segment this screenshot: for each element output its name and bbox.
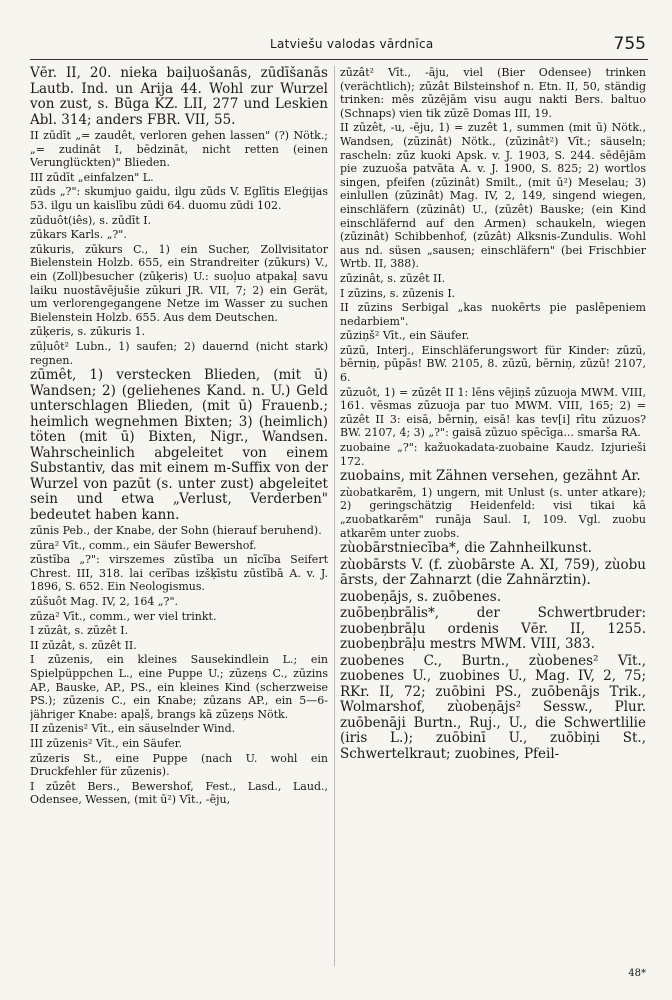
dictionary-entry: zūzinât, s. zūzêt II. [340,271,446,285]
dictionary-entry: II zūzêt, -u, -ēju, 1) = zuzêt 1, summen (mit ū) Nötk., Wandsen, (zūzinât) Nötk., (zūzinât²) Vīt.; säuseln; rascheln: zūz kuoki Apsk. v. J. 1903, S. 244. sēdējām pie zuzuoša patvāta A. v. J. 1900, S. 825; 2) wortlos singen, pfeifen (zūzinât) Smilt., (mit ū²) Meselau; 3) einlullen (zūzinât) Mag. IV, 2, 149, singend wiegen, einschläfern (zūzinât) U., (zūzêt) Bauske; (ein Kind einschläfernd auf den Armen) schaukeln, wiegen (zūzinât) Schibbenhof, (zūzât) Alksnis-Zundulis. Wohl aus nd. süsen „sausen; einschläfern" (bei Frischbier Wrtb. II, 388). [340,121,646,271]
dictionary-entry: zuobaine „?": kažuokadata-zuobaine Kaudz. Izjurieši 172. [340,441,646,468]
dictionary-entry: I zūzât, s. zūzêt I. [30,624,129,638]
dictionary-entry: II zūzenis² Vīt., ein säuselnder Wind. [30,722,236,736]
dictionary-entry: zūzū, Interj., Einschläferungswort für Kinder: zūzū, bērniņ, pūpās! BW. 2105, 8. zūzū, bērniņ, zūzū! 2107, 6. [340,343,646,385]
running-title: Latviešu valodas vārdnīca [270,37,434,51]
dictionary-entry: zuobains, mit Zähnen versehen, gezähnt Ar. [340,468,641,485]
dictionary-entry: zūļuôt² Lubn., 1) saufen; 2) dauernd (nicht stark) regnen. [30,339,328,367]
dictionary-entry: I zūzins, s. zūzenis I. [340,286,456,300]
dictionary-entry: zūkuris, zūkurs C., 1) ein Sucher, Zollvisitator Bielenstein Holzb. 655, ein Strandreiter (zūkurs) V., ein (Zoll)besucher (zūķeris) U.: suoļuo atpakaļ savu laiku nuostāvējušie zūkuri JR. VII, 7; 2) ein Gerät, um verlorengegangene Netze im Wasser zu suchen Bielenstein Holzb. 655. Aus dem Deutschen. [30,242,328,324]
dictionary-entry: zūkars Karls. „?". [30,228,127,242]
dictionary-entry: zūķeris, s. zūkuris 1. [30,325,146,339]
column-divider [334,66,335,966]
dictionary-entry: zùobārstniecība*, die Zahnheilkunst. [340,540,592,557]
dictionary-entry: I zūzêt Bers., Bewershof, Fest., Lasd., Laud., Odensee, Wessen, (mit ū²) Vīt., -ēju, [30,779,328,807]
dictionary-entry: zūziņš² Vīt., ein Säufer. [340,329,470,343]
dictionary-entry: zùobārsts V. (f. zùobārste A. XI, 759), zùobu ārsts, der Zahnarzt (die Zahnärztin). [340,556,646,589]
dictionary-entry: zūds „?": skumjuo gaidu, ilgu zūds V. Eglītis Eleģijas 53. ilgu un kaislību zūdi 64. duomu zūdi 102. [30,185,328,212]
left-column [30,66,328,966]
dictionary-entry: zūra² Vīt., comm., ein Säufer Bewershof. [30,538,257,552]
dictionary-entry: II zūzât, s. zūzêt II. [30,638,137,652]
dictionary-entry: Vēr. II, 20. nieka baiļuošanās, zūdīšanās Lautb. Ind. un Arija 44. Wohl zur Wurzel von zust, s. Būga KZ. LII, 277 und Leskien Abl. 314; anders FBR. VII, 55. [30,66,328,128]
dictionary-entry: zuobenes C., Burtn., zùobenes² Vīt., zuobenes U., zuobines U., Mag. IV, 2, 75; RKr. II, 72; zuōbini PS., zuōbenājs Trik., Wolmarshof, zùobeņājs² Sessw., Plur. zuōbenāji Burtn., Ruj., U., die Schwertlilie (iris L.); zuōbinī U., zuōbiņi St., Schwertelkraut; zuobines, Pfeil- [340,652,646,762]
page-number: 755 [613,34,646,54]
dictionary-entry: zūduôt(iês), s. zūdīt I. [30,213,152,227]
page-header [30,33,648,60]
dictionary-entry: zūstība „?": virszemes zūstība un nīcība Seifert Chrest. III, 318. lai cerības izšķīstu zūstībā A. v. J. 1896, S. 652. Ein Neologismus. [30,553,328,594]
right-column [340,66,646,966]
dictionary-entry: zūzuôt, 1) = zūzêt II 1: lēns vējiņš zūzuoja MWM. VIII, 161. vēsmas zūzuoja par tuo MWM. VIII, 165; 2) = zūzêt II 3: eisā, bērniņ, eisā! kas tev[i] rītu zūzuos? BW. 2107, 4; 3) „?": gaisā zūzuo spēcīga... smarša RA. [340,385,646,440]
dictionary-entry: zūnis Peb., der Knabe, der Sohn (hierauf beruhend). [30,524,322,538]
dictionary-entry: zūza² Vīt., comm., wer viel trinkt. [30,609,217,623]
dictionary-entry: zūzeris St., eine Puppe (nach U. wohl ein Druckfehler für zūzenis). [30,751,328,779]
dictionary-entry: III zūdīt „einfalzen" L. [30,170,154,184]
dictionary-entry: zùobatkarēm, 1) ungern, mit Unlust (s. unter atkare); 2) geringschätzig Heidenfeld: visi tikai kā „zuobatkarēm" runāja Saul. I, 109. Vgl. zuobu atkarēm unter zuobs. [340,485,646,540]
dictionary-entry: II zūzins Serbigal „kas nuokērts pie paslēpeniem nedarbiem". [340,301,646,328]
dictionary-entry: III zūzenis² Vīt., ein Säufer. [30,737,183,750]
dictionary-entry: zūzât² Vīt., -āju, viel (Bier Odensee) trinken (verächtlich); zūzât Bilsteinshof n. Etn. II, 50, ständig trinken: mēs zūzējām visu augu nakti Bers. baltuo (Schnaps) vien tik zūzē Domas III, 19. [340,66,646,120]
dictionary-entry: I zūzenis, ein kleines Sausekindlein L.; ein Spielpüppchen L., eine Puppe U.; zūzeņs C., zūzins AP., Bauske, AP., PS., ein kleines Kind (scherzweise PS.); zūzenis C., ein Knabe; zūzans AP., ein 5—6-jähriger Knabe: apaļš, brangs kā zūzeņs Nötk. [30,653,328,721]
dictionary-entry: zūmêt, 1) verstecken Blieden, (mit ū) Wandsen; 2) (geliehenes Kand. n. U.) Geld unterschlagen Blieden, (mit ū) Frauenb.; heimlich wegnehmen Bixten; 3) (heimlich) töten (mit ū) Bixten, Nigr., Wandsen. Wahrscheinlich abgeleitet von einem Substantiv, das mit einem m-Suffix von der Wurzel von pazūt (s. unter zust) abgeleitet sein und etwa „Verlust, Verderben" bedeutet haben kann. [30,367,328,523]
dictionary-entry: zūšuôt Mag. IV, 2, 164 „?". [30,595,179,609]
dictionary-entry: II zūdīt „= zaudêt, verloren gehen lassen" (?) Nötk.; „= zudināt I, bēdzināt, nicht retten (einen Verunglückten)" Blieden. [30,129,328,170]
printer-signature: 48* [628,968,646,979]
dictionary-entry: zuobeņājs, s. zuōbenes. [340,588,501,605]
dictionary-entry: zuōbeņbrālis*, der Schwertbruder: zuobeņbrāļu ordenis Vēr. II, 1255. zuobeņbrāļu mestrs MWM. VIII, 383. [340,605,646,653]
